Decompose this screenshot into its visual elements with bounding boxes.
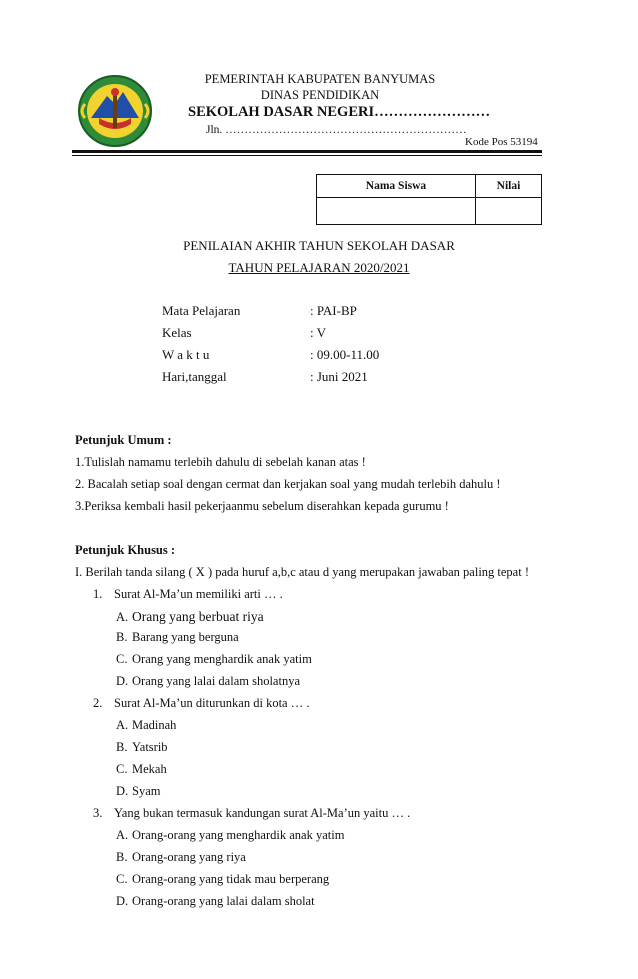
- question-text: Surat Al-Ma’un diturunkan di kota … .: [114, 696, 310, 710]
- info-value-class: : V: [310, 325, 327, 340]
- score-field[interactable]: [476, 198, 542, 225]
- option-letter[interactable]: C.: [116, 762, 128, 776]
- score-box: [316, 174, 542, 225]
- option-text[interactable]: Barang yang berguna: [132, 630, 239, 644]
- postal-code: Kode Pos 53194: [465, 136, 538, 148]
- department-name: DINAS PENDIDIKAN: [260, 88, 380, 102]
- option-text[interactable]: Orang-orang yang tidak mau berperang: [132, 872, 330, 886]
- academic-year: TAHUN PELAJARAN 2020/2021: [228, 260, 410, 275]
- government-name: PEMERINTAH KABUPATEN BANYUMAS: [204, 72, 436, 86]
- option-text[interactable]: Orang-orang yang riya: [132, 850, 246, 864]
- option-letter[interactable]: C.: [116, 872, 128, 886]
- score-header: Nilai: [476, 175, 542, 198]
- info-label-subject: Mata Pelajaran: [162, 303, 241, 318]
- header-divider-thin: [72, 155, 542, 156]
- option-letter[interactable]: D.: [116, 784, 129, 798]
- header-divider-thick: [72, 150, 542, 153]
- option-text[interactable]: Madinah: [132, 718, 177, 732]
- option-text[interactable]: Yatsrib: [132, 740, 168, 754]
- student-name-header: Nama Siswa: [317, 175, 476, 198]
- option-letter[interactable]: B.: [116, 630, 128, 644]
- option-letter[interactable]: B.: [116, 740, 128, 754]
- general-instruction-item: 3.Periksa kembali hasil pekerjaanmu sebelum diserahkan kepada gurumu !: [75, 499, 449, 513]
- option-letter[interactable]: A.: [116, 718, 129, 732]
- option-letter[interactable]: A.: [116, 610, 129, 624]
- question-text: Surat Al-Ma’un memiliki arti … .: [114, 587, 283, 601]
- option-letter[interactable]: B.: [116, 850, 128, 864]
- option-text[interactable]: Orang-orang yang lalai dalam sholat: [132, 894, 315, 908]
- info-label-class: Kelas: [162, 325, 192, 340]
- option-text[interactable]: Orang yang menghardik anak yatim: [132, 652, 312, 666]
- option-letter[interactable]: C.: [116, 652, 128, 666]
- option-text[interactable]: Orang-orang yang menghardik anak yatim: [132, 828, 345, 842]
- info-label-date: Hari,tanggal: [162, 369, 227, 384]
- option-text[interactable]: Syam: [132, 784, 161, 798]
- option-letter[interactable]: D.: [116, 894, 129, 908]
- question-number: 3.: [93, 806, 103, 820]
- regency-logo: [77, 74, 153, 148]
- general-instruction-item: 1.Tulislah namamu terlebih dahulu di sebelah kanan atas !: [75, 455, 366, 469]
- specific-instruction-text: I. Berilah tanda silang ( X ) pada huruf a,b,c atau d yang merupakan jawaban paling tepat !: [75, 565, 529, 579]
- option-text[interactable]: Orang yang berbuat riya: [132, 609, 264, 624]
- question-text: Yang bukan termasuk kandungan surat Al-Ma’un yaitu … .: [114, 806, 411, 820]
- option-text[interactable]: Orang yang lalai dalam sholatnya: [132, 674, 300, 688]
- exam-title: PENILAIAN AKHIR TAHUN SEKOLAH DASAR: [183, 238, 455, 253]
- general-instruction-item: 2. Bacalah setiap soal dengan cermat dan kerjakan soal yang mudah terlebih dahulu !: [75, 477, 501, 491]
- specific-instructions-heading: Petunjuk Khusus :: [75, 543, 176, 557]
- info-value-time: : 09.00-11.00: [310, 347, 380, 362]
- option-letter[interactable]: D.: [116, 674, 129, 688]
- student-name-field[interactable]: [317, 198, 476, 225]
- info-value-subject: : PAI-BP: [310, 303, 357, 318]
- info-label-time: W a k t u: [162, 347, 210, 362]
- info-value-date: : Juni 2021: [310, 369, 368, 384]
- option-letter[interactable]: A.: [116, 828, 129, 842]
- general-instructions-heading: Petunjuk Umum :: [75, 433, 172, 447]
- question-number: 1.: [93, 587, 103, 601]
- school-address: Jln. ………………………………………………………: [206, 124, 467, 136]
- question-number: 2.: [93, 696, 103, 710]
- school-name: SEKOLAH DASAR NEGERI……………………: [188, 104, 491, 120]
- option-text[interactable]: Mekah: [132, 762, 167, 776]
